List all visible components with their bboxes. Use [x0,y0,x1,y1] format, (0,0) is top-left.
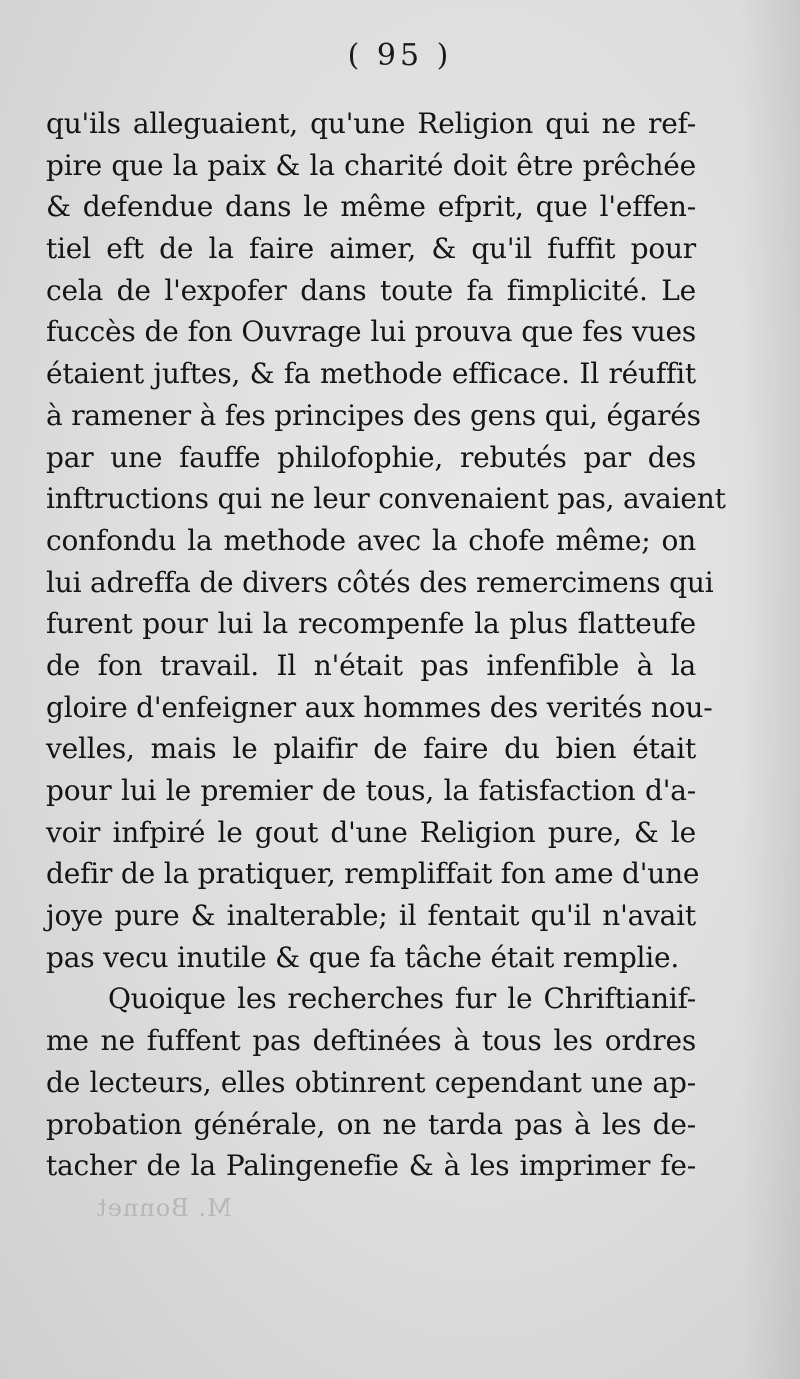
text-line: velles, mais le plaifir de faire du bien était [46,732,696,766]
text-line: fuccès de fon Ouvrage lui prouva que fes vues [46,315,696,349]
body-text [46,103,726,1187]
text-line: cela de l'expofer dans toute fa fimplicité. Le [46,273,696,307]
text-line: joye pure & inalterable; il fentait qu'il n'avait [46,899,696,933]
text-line: lui adreffa de divers côtés des remercimens qui [46,565,714,599]
text-line: inftructions qui ne leur convenaient pas, avaient [46,482,726,516]
text-line: qu'ils alleguaient, qu'une Religion qui ne ref- [46,107,696,140]
text-line: confondu la methode avec la chofe même; on [46,523,696,557]
text-line: & defendue dans le même efprit, que l'effen- [46,190,696,224]
text-line: me ne fuffent pas deftinées à tous les ordres [46,1024,696,1058]
text-line: de fon travail. Il n'était pas infenfible à la [46,648,696,682]
bleed-through-text: M. Bonnet [96,1194,232,1222]
text-line: pas vecu inutile & que fa tâche était remplie. [46,940,680,974]
text-line: voir infpiré le gout d'une Religion pure, & le [46,815,696,849]
text-line: pire que la paix & la charité doit être prêchée [46,148,696,182]
text-line: furent pour lui la recompenfe la plus flatteufe [46,607,696,641]
text-line: par une fauffe philofophie, rebutés par des [46,440,696,474]
text-line: probation générale, on ne tarda pas à les de- [46,1107,696,1141]
text-line: tacher de la Palingenefie & à les imprimer fe- [46,1149,696,1183]
text-line: étaient juftes, & fa methode efficace. Il réuffit [46,357,696,391]
text-line: defir de la pratiquer, rempliffait fon ame d'une [46,857,700,891]
text-line: de lecteurs, elles obtinrent cependant une ap- [46,1065,696,1099]
text-line: pour lui le premier de tous, la fatisfaction d'a- [46,774,696,807]
text-line: gloire d'enfeigner aux hommes des verités nou- [46,690,713,724]
page-number: ( 95 ) [347,38,453,73]
paragraph-start-line: Quoique les recherches fur le Chriftianif- [108,982,696,1016]
text-line: tiel eft de la faire aimer, & qu'il fuffit pour [46,232,696,266]
text-line: à ramener à fes principes des gens qui, égarés [46,398,701,432]
